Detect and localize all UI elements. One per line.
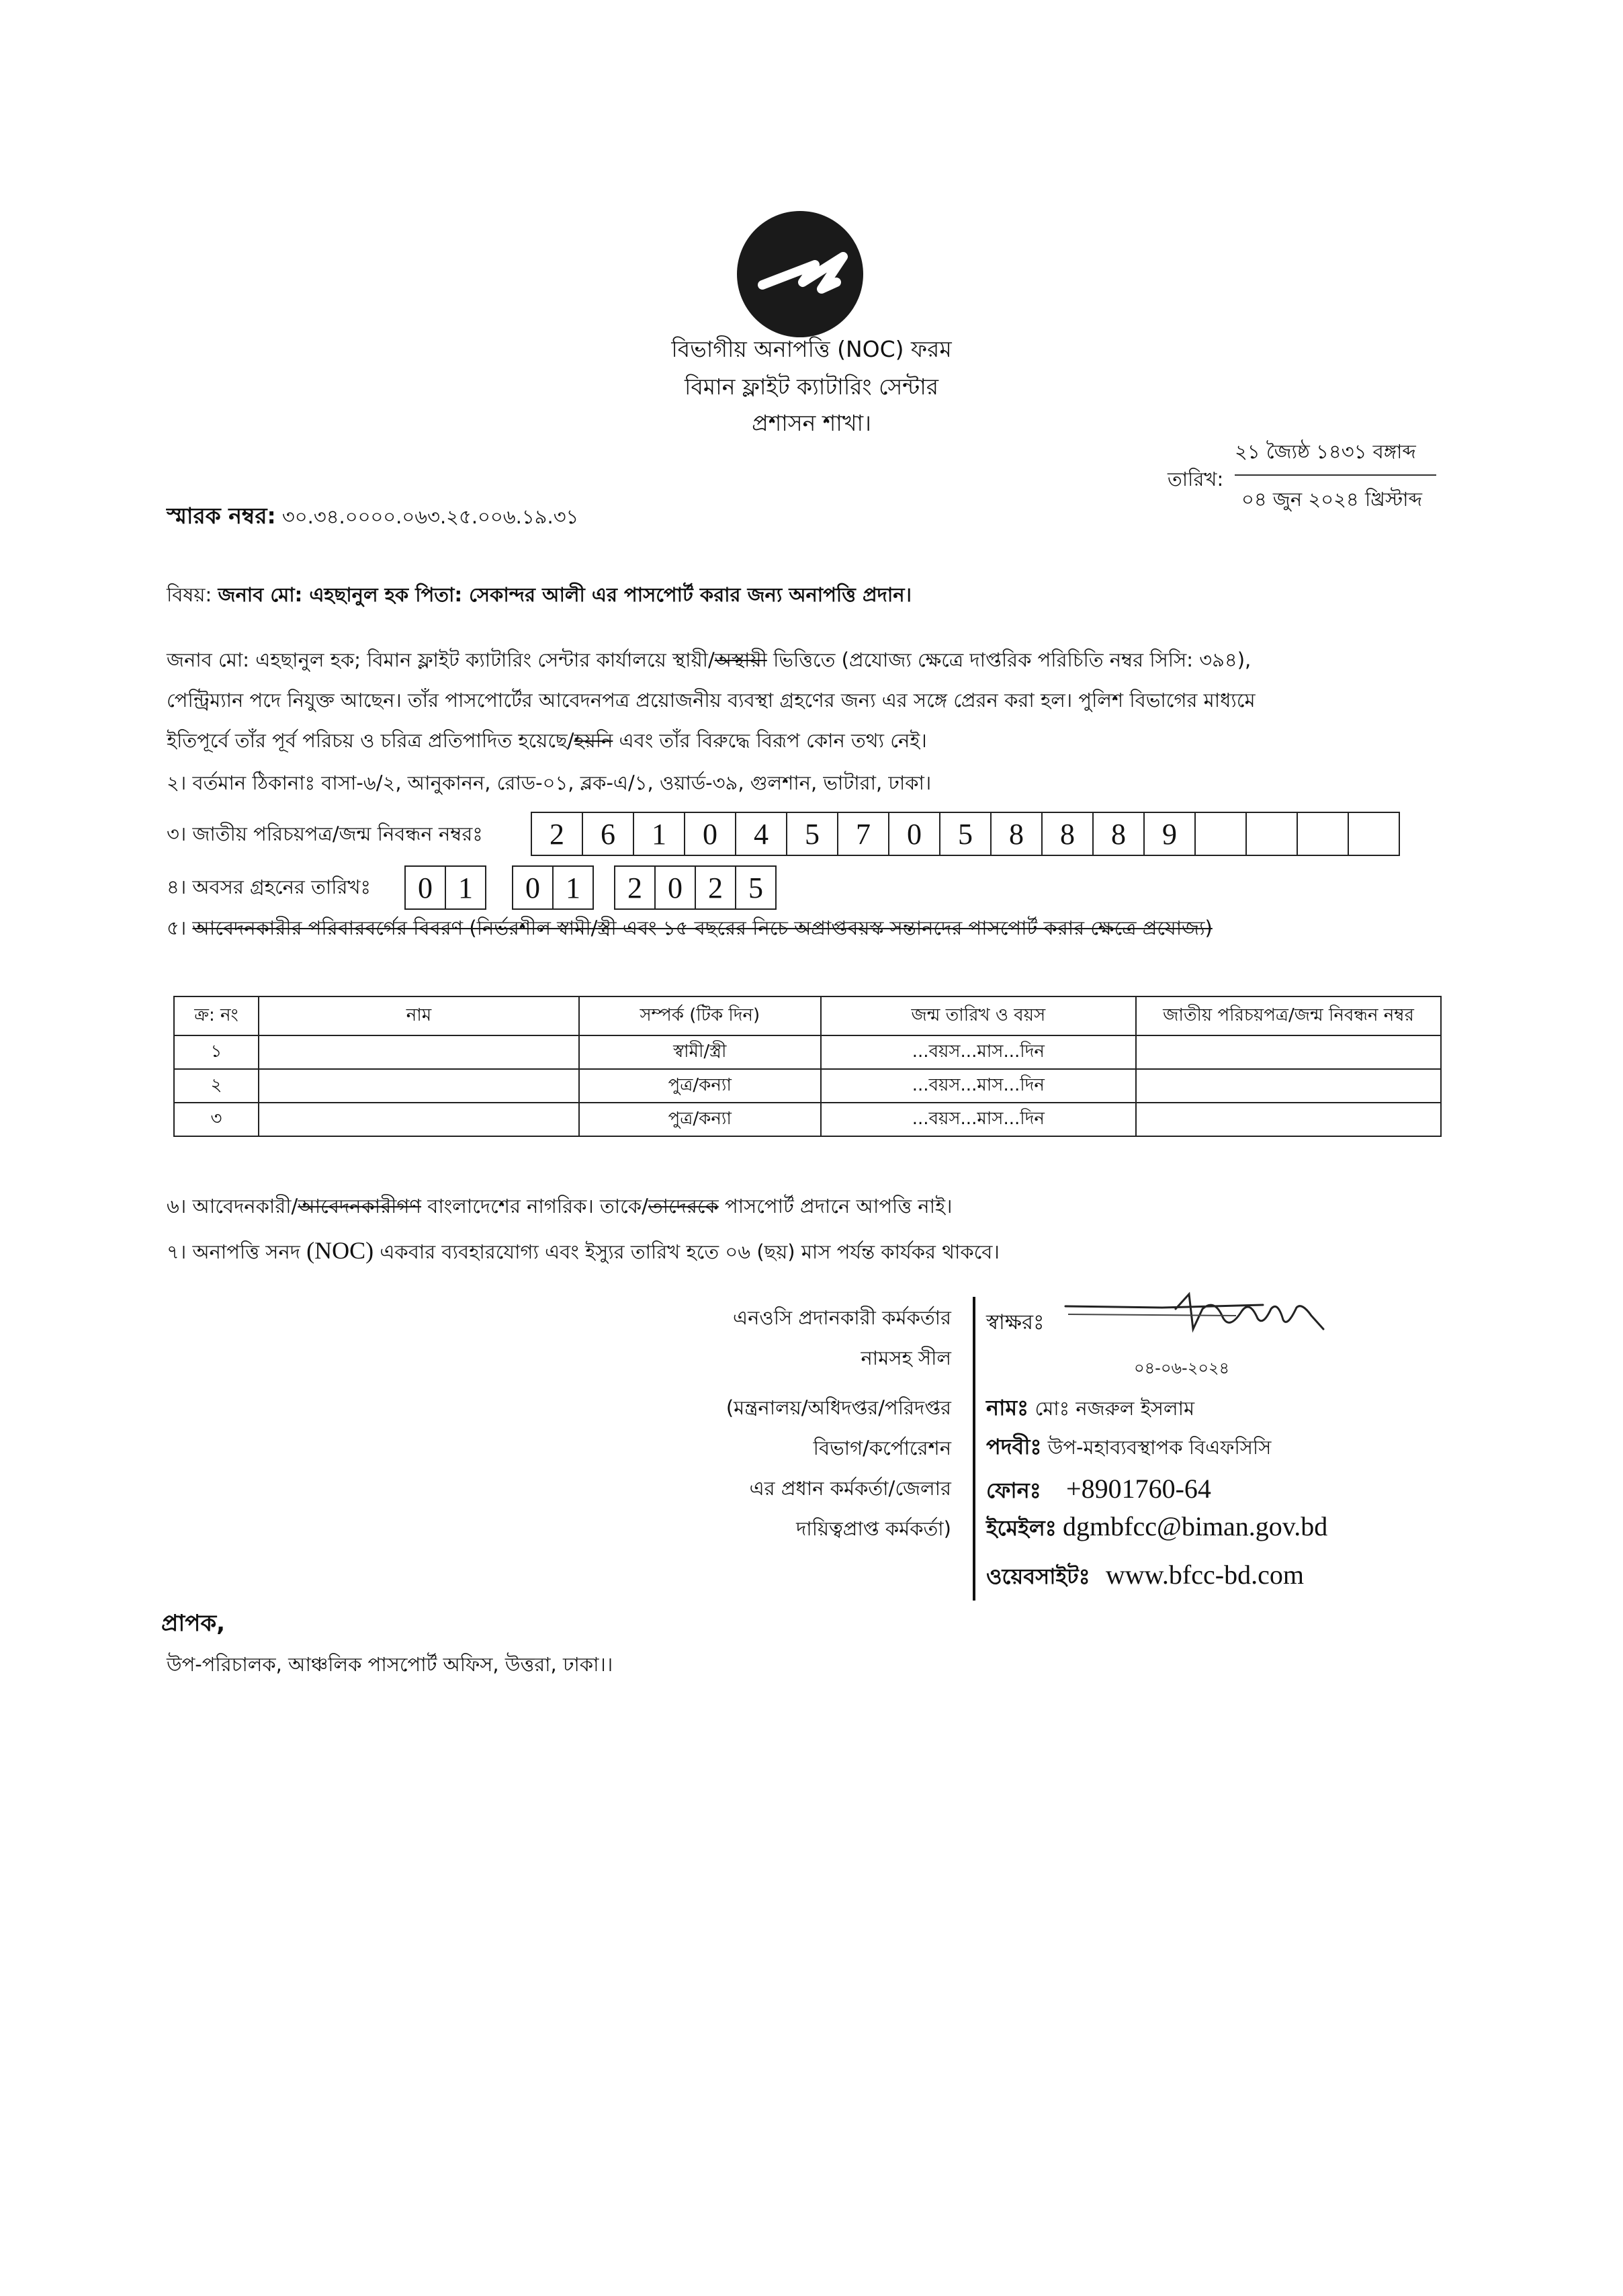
- nid-digit: 4: [735, 812, 787, 856]
- row-serial: ১: [174, 1035, 259, 1069]
- row-dob: ...বয়স...মাস...দিন: [821, 1069, 1136, 1103]
- family-table: [173, 996, 1442, 1137]
- signatory-left-line: নামসহ সীল: [861, 1347, 951, 1369]
- table-header-name: নাম: [259, 996, 579, 1035]
- row-nid: [1136, 1103, 1441, 1136]
- biman-logo: [736, 210, 865, 339]
- retire-year-boxes: [615, 865, 777, 910]
- nid-digit: 7: [837, 812, 889, 856]
- english-date: ০৪ জুন ২০২৪ খ্রিস্টাব্দ: [1241, 488, 1422, 511]
- signatory-left-line: বিভাগ/কর্পোরেশন: [813, 1437, 951, 1459]
- signatory-left-line: (মন্ত্রনালয়/অধিদপ্তর/পরিদপ্তর: [726, 1396, 951, 1419]
- signatory-left-line: দায়িত্বপ্রাপ্ত কর্মকর্তা): [796, 1517, 951, 1540]
- current-address: ২। বর্তমান ঠিকানাঃ বাসা-৬/২, আনুকানন, রোড-০১, ব্লক-এ/১, ওয়ার্ড-৩৯, গুলশান, ভাটারা, ঢাকা।: [167, 771, 932, 794]
- nid-digit: [1297, 812, 1349, 856]
- table-header-nid: জাতীয় পরিচয়পত্র/জন্ম নিবন্ধন নম্বর: [1136, 996, 1441, 1035]
- table-header-serial: ক্র: নং: [174, 996, 259, 1035]
- nid-digit: 8: [990, 812, 1043, 856]
- row-nid: [1136, 1069, 1441, 1103]
- organization-name: বিমান ফ্লাইট ক্যাটারিং সেন্টার: [685, 374, 938, 400]
- handwritten-signature: [1061, 1282, 1370, 1343]
- signatory-left-line: এর প্রধান কর্মকর্তা/জেলার: [749, 1477, 951, 1500]
- table-header-row: [174, 996, 1441, 1035]
- date-label: তারিখ:: [1168, 468, 1224, 491]
- nid-digit-boxes: [532, 812, 1400, 856]
- recipient-address: উপ-পরিচালক, আঞ্চলিক পাসপোর্ট অফিস, উত্তরা, ঢাকা।।: [167, 1653, 613, 1676]
- body-line-1: জনাব মো: এহছানুল হক; বিমান ফ্লাইট ক্যাটারিং সেন্টার কার্যালয়ে স্থায়ী/অস্থায়ী ভিত্তিতে (প্রযোজ্য ক্ষেত্রে দাপ্তরিক পরিচিতি নম্বর সিসি: ৩৯৪),: [167, 648, 1252, 671]
- nid-digit: [1245, 812, 1298, 856]
- retirement-date-label: ৪। অবসর গ্রহনের তারিখঃ: [167, 876, 371, 898]
- row-name: [259, 1069, 579, 1103]
- retire-day-boxes: [406, 865, 486, 910]
- table-header-dob: জন্ম তারিখ ও বয়স: [821, 996, 1136, 1035]
- department-name: প্রশাসন শাখা।: [752, 410, 871, 436]
- row-serial: ৩: [174, 1103, 259, 1136]
- table-header-relation: সম্পর্ক (টিক দিন): [579, 996, 821, 1035]
- signature-date: ০৪-০৬-২০২৪: [1134, 1359, 1230, 1377]
- nid-digit: 0: [684, 812, 736, 856]
- officer-phone: ফোনঃ +8901760-64: [986, 1474, 1211, 1504]
- family-details-heading: ৫। আবেদনকারীর পরিবারবর্গের বিবরণ (নির্ভরশীল স্বামী/স্ত্রী এবং ১৫ বছরের নিচে অপ্রাপ্তবয়স্ক সন্তানদের পাসপোর্ট করার ক্ষেত্রে প্রযোজ্য): [167, 917, 1213, 939]
- nid-label: ৩। জাতীয় পরিচয়পত্র/জন্ম নিবন্ধন নম্বরঃ: [167, 822, 483, 845]
- retire-digit: 2: [695, 865, 736, 910]
- row-name: [259, 1103, 579, 1136]
- form-title: বিভাগীয় অনাপত্তি (NOC) ফরম: [671, 336, 952, 362]
- bangla-date: ২১ জ্যৈষ্ঠ ১৪৩১ বঙ্গাব্দ: [1235, 440, 1416, 463]
- recipient-label: প্রাপক,: [161, 1610, 226, 1637]
- retire-digit: 1: [445, 865, 486, 910]
- nid-digit: [1194, 812, 1247, 856]
- retire-digit: 5: [735, 865, 777, 910]
- memo-number: স্মারক নম্বর: ৩০.৩৪.০০০০.০৬৩.২৫.০০৬.১৯.৩১: [167, 503, 579, 529]
- date-underline: [1235, 474, 1436, 476]
- nid-digit: 8: [1041, 812, 1094, 856]
- officer-name: নামঃ মোঃ নজরুল ইসলাম: [986, 1395, 1195, 1420]
- officer-designation: পদবীঃ উপ-মহাব্যবস্থাপক বিএফসিসি: [986, 1434, 1272, 1459]
- body-line-3: ইতিপূর্বে তাঁর পূর্ব পরিচয় ও চরিত্র প্রতিপাদিত হয়েছে/হয়নি এবং তাঁর বিরুদ্ধে বিরূপ কোন তথ্য নেই।: [167, 729, 927, 752]
- retire-digit: 0: [512, 865, 554, 910]
- row-dob: ...বয়স...মাস...দিন: [821, 1035, 1136, 1069]
- subject-line: বিষয়: জনাব মো: এহছানুল হক পিতা: সেকান্দর আলী এর পাসপোর্ট করার জন্য অনাপত্তি প্রদান।: [167, 583, 912, 606]
- retire-digit: 2: [614, 865, 656, 910]
- nid-digit: [1348, 812, 1400, 856]
- row-relation: পুত্র/কন্যা: [579, 1069, 821, 1103]
- table-row: [174, 1103, 1441, 1136]
- body-line-2: পেন্ট্রিম্যান পদে নিযুক্ত আছেন। তাঁর পাসপোর্টের আবেদনপত্র প্রয়োজনীয় ব্যবস্থা গ্রহণের জন্য এর সঙ্গে প্রেরন করা হল। পুলিশ বিভাগের মাধ্যমে: [167, 689, 1256, 712]
- nid-digit: 6: [582, 812, 634, 856]
- nid-digit: 5: [786, 812, 838, 856]
- officer-email: ইমেইলঃ dgmbfcc@biman.gov.bd: [986, 1511, 1328, 1541]
- row-nid: [1136, 1035, 1441, 1069]
- nid-digit: 0: [888, 812, 940, 856]
- validity-statement: ৭। অনাপত্তি সনদ (NOC) একবার ব্যবহারযোগ্য এবং ইস্যুর তারিখ হতে ০৬ (ছয়) মাস পর্যন্ত কার্যকর থাকবে।: [167, 1237, 1000, 1264]
- signature-label: স্বাক্ষরঃ: [986, 1310, 1045, 1334]
- retire-digit: 0: [404, 865, 446, 910]
- row-relation: পুত্র/কন্যা: [579, 1103, 821, 1136]
- row-serial: ২: [174, 1069, 259, 1103]
- retire-digit: 1: [552, 865, 594, 910]
- nid-digit: 8: [1092, 812, 1145, 856]
- signatory-divider: [973, 1297, 975, 1601]
- table-row: [174, 1069, 1441, 1103]
- nid-digit: 9: [1143, 812, 1196, 856]
- officer-website: ওয়েবসাইটঃ www.bfcc-bd.com: [986, 1560, 1304, 1590]
- row-dob: ...বয়স...মাস...দিন: [821, 1103, 1136, 1136]
- nid-digit: 1: [633, 812, 685, 856]
- signatory-left-line: এনওসি প্রদানকারী কর্মকর্তার: [733, 1306, 951, 1329]
- citizenship-statement: ৬। আবেদনকারী/আবেদনকারীগণ বাংলাদেশের নাগরিক। তাকে/তাদেরকে পাসপোর্ট প্রদানে আপত্তি নাই।: [167, 1195, 953, 1218]
- row-name: [259, 1035, 579, 1069]
- nid-digit: 2: [531, 812, 583, 856]
- retire-month-boxes: [513, 865, 594, 910]
- nid-digit: 5: [939, 812, 992, 856]
- retire-digit: 0: [654, 865, 696, 910]
- table-row: [174, 1035, 1441, 1069]
- row-relation: স্বামী/স্ত্রী: [579, 1035, 821, 1069]
